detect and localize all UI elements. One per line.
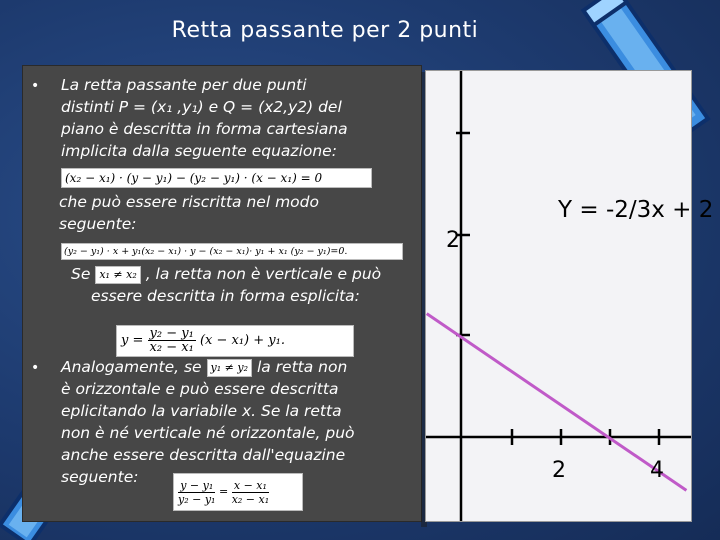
paragraph-line: essere descritta in forma esplicita: (91, 287, 360, 305)
paragraph-line: seguente: (61, 468, 139, 486)
paragraph-line: distinti P = (x₁ ,y₁) e Q = (x2,y2) del (61, 98, 342, 116)
fraction-denominator: y₂ − y₁ (178, 492, 216, 506)
implicit-equation (61, 168, 372, 188)
graph-canvas (426, 71, 714, 521)
condition-x: x₁ ≠ x₂ (95, 266, 140, 284)
paragraph-line: La retta passante per due punti (61, 76, 307, 94)
line-graph (425, 70, 714, 522)
paragraph-line: è orizzontale e può essere descritta (61, 380, 339, 398)
paragraph-line: implicita dalla seguente equazione: (61, 142, 337, 160)
rewritten-equation (61, 243, 403, 260)
paragraph-line: anche essere descritta dall'equazine (61, 446, 346, 464)
explicit-lhs: y = (121, 333, 144, 348)
explicit-fraction (148, 327, 196, 354)
paragraph-text: Se (71, 265, 91, 283)
right-fraction (232, 479, 269, 506)
paragraph-text: la retta non (256, 358, 348, 376)
paragraph-line: non è né verticale né orizzontale, può (61, 424, 355, 442)
explicit-rhs: (x − x₁) + y₁. (199, 333, 285, 348)
paragraph-line: eplicitando la variabile x. Se la retta (61, 402, 342, 420)
fraction-numerator: y − y₁ (178, 479, 215, 493)
condition-y: y₁ ≠ y₂ (207, 359, 252, 377)
slide-title: Retta passante per 2 punti (171, 18, 479, 43)
x-tick-label: 4 (650, 458, 664, 483)
y-tick-label: 2 (446, 228, 460, 253)
paragraph-line (61, 356, 347, 378)
rewritten-equation-text: (y₂ − y₁) · x + y₁(x₂ − x₁) · y − (x₂ − x₁)· y₁ + x₁ (y₂ − y₁)=0. (64, 246, 348, 257)
paragraph-text: , la retta non è verticale e può (145, 265, 382, 283)
equals-sign: = (218, 485, 229, 498)
explicit-equation (116, 325, 354, 357)
paragraph-line: piano è descritta in forma cartesiana (61, 120, 348, 138)
x-tick-label: 2 (552, 458, 566, 483)
paragraph-line (71, 263, 381, 285)
bullet: • (31, 78, 40, 94)
equation-label: Y = -2/3x + 2 (558, 197, 714, 223)
fraction-numerator: y₂ − y₁ (149, 326, 194, 341)
paragraph-line: seguente: (59, 215, 137, 233)
left-fraction (178, 479, 215, 506)
fraction-denominator: x₂ − x₁ (231, 492, 270, 506)
paragraph-line: che può essere riscritta nel modo (59, 193, 319, 211)
symmetric-equation (173, 473, 303, 511)
fraction-numerator: x − x₁ (232, 479, 269, 493)
bullet: • (31, 360, 40, 376)
fraction-denominator: x₂ − x₁ (149, 340, 194, 355)
paragraph-text: Analogamente, se (61, 358, 202, 376)
text-panel (22, 65, 422, 522)
implicit-equation-text: (x₂ − x₁) · (y − y₁) − (y₂ − y₁) · (x − x₁) = 0 (65, 171, 323, 185)
